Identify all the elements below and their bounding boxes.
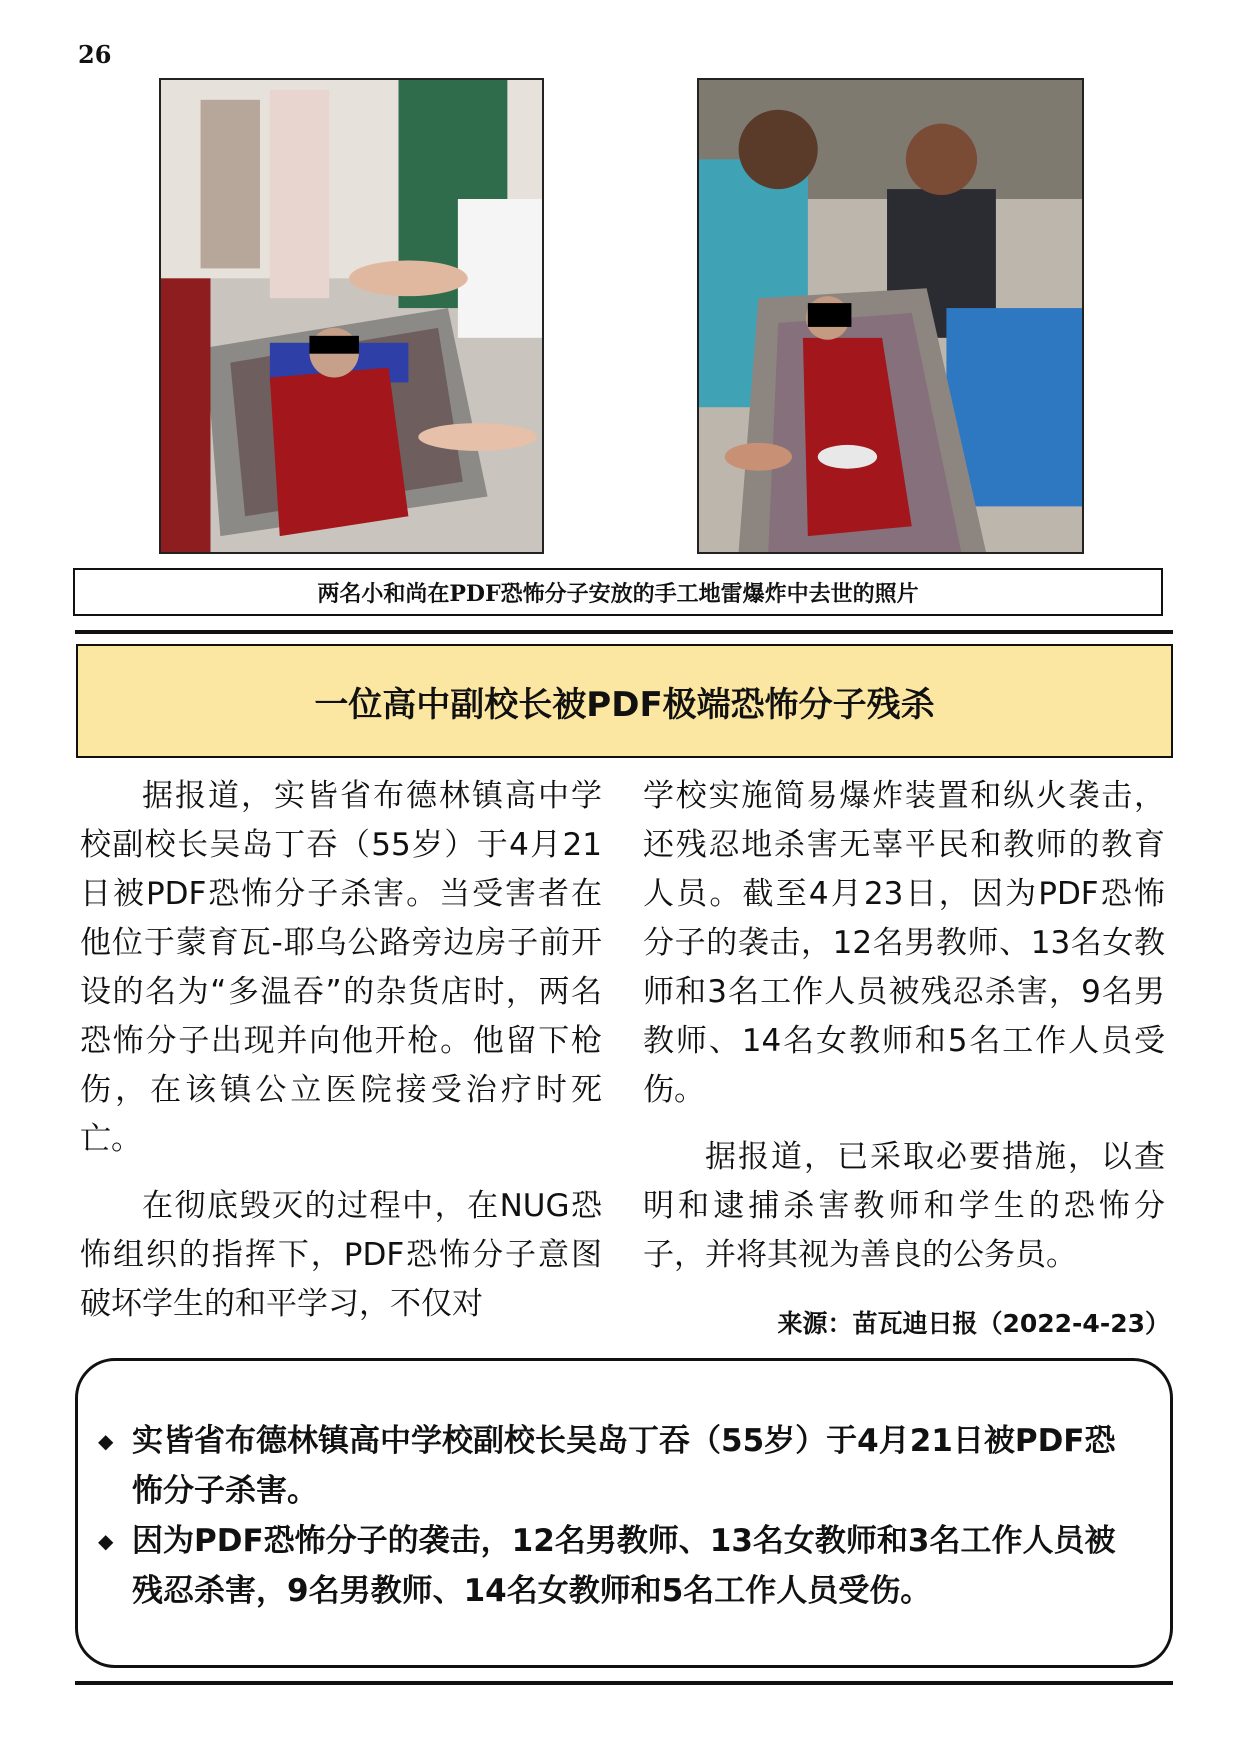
summary-text: 实皆省布德林镇高中学校副校长吴岛丁吞（55岁）于4月21日被PDF恐怖分子杀害。 <box>132 1423 1116 1509</box>
photo-icon <box>699 80 1082 552</box>
article-paragraph: 据报道，实皆省布德林镇高中学校副校长吴岛丁吞（55岁）于4月21日被PDF恐怖分子杀害。当受害者在他位于蒙育瓦-耶乌公路旁边房子前开设的名为“多温吞”的杂货店时，两名恐怖分子出现并向他开枪。他留下枪伤，在该镇公立医院接受治疗时死亡。 <box>80 778 602 1157</box>
photo-icon <box>161 80 542 552</box>
funeral-photo-left <box>159 78 544 554</box>
headline: 一位高中副校长被PDF极端恐怖分子残杀 <box>76 644 1173 758</box>
photo-caption: 两名小和尚在PDF恐怖分子安放的手工地雷爆炸中去世的照片 <box>73 568 1163 616</box>
summary-box <box>75 1358 1173 1668</box>
diamond-bullet-icon: ◆ <box>98 1429 114 1453</box>
article-column-left <box>80 772 602 1347</box>
divider-bottom <box>75 1681 1173 1685</box>
article-source: 来源：苗瓦迪日报（2022-4-23） <box>777 1309 1170 1338</box>
article-paragraph: 据报道，已采取必要措施，以查明和逮捕杀害教师和学生的恐怖分子，并将其视为善良的公务员。 <box>643 1139 1165 1273</box>
divider-top <box>75 630 1173 634</box>
summary-text: 因为PDF恐怖分子的袭击，12名男教师、13名女教师和3名工作人员被残忍杀害，9名男教师、14名女教师和5名工作人员受伤。 <box>132 1523 1116 1609</box>
diamond-bullet-icon: ◆ <box>98 1529 114 1553</box>
article-column-right <box>643 772 1165 1298</box>
summary-item <box>98 1516 1142 1616</box>
article-paragraph: 在彻底毁灭的过程中，在NUG恐怖组织的指挥下，PDF恐怖分子意图破坏学生的和平学习，不仅对 <box>80 1188 602 1322</box>
funeral-photo-right <box>697 78 1084 554</box>
summary-item <box>98 1416 1142 1516</box>
article-paragraph: 学校实施简易爆炸装置和纵火袭击，还残忍地杀害无辜平民和教师的教育人员。截至4月23日，因为PDF恐怖分子的袭击，12名男教师、13名女教师和3名工作人员被残忍杀害，9名男教师、14名女教师和5名工作人员受伤。 <box>643 778 1165 1108</box>
page-number: 26 <box>78 40 112 69</box>
